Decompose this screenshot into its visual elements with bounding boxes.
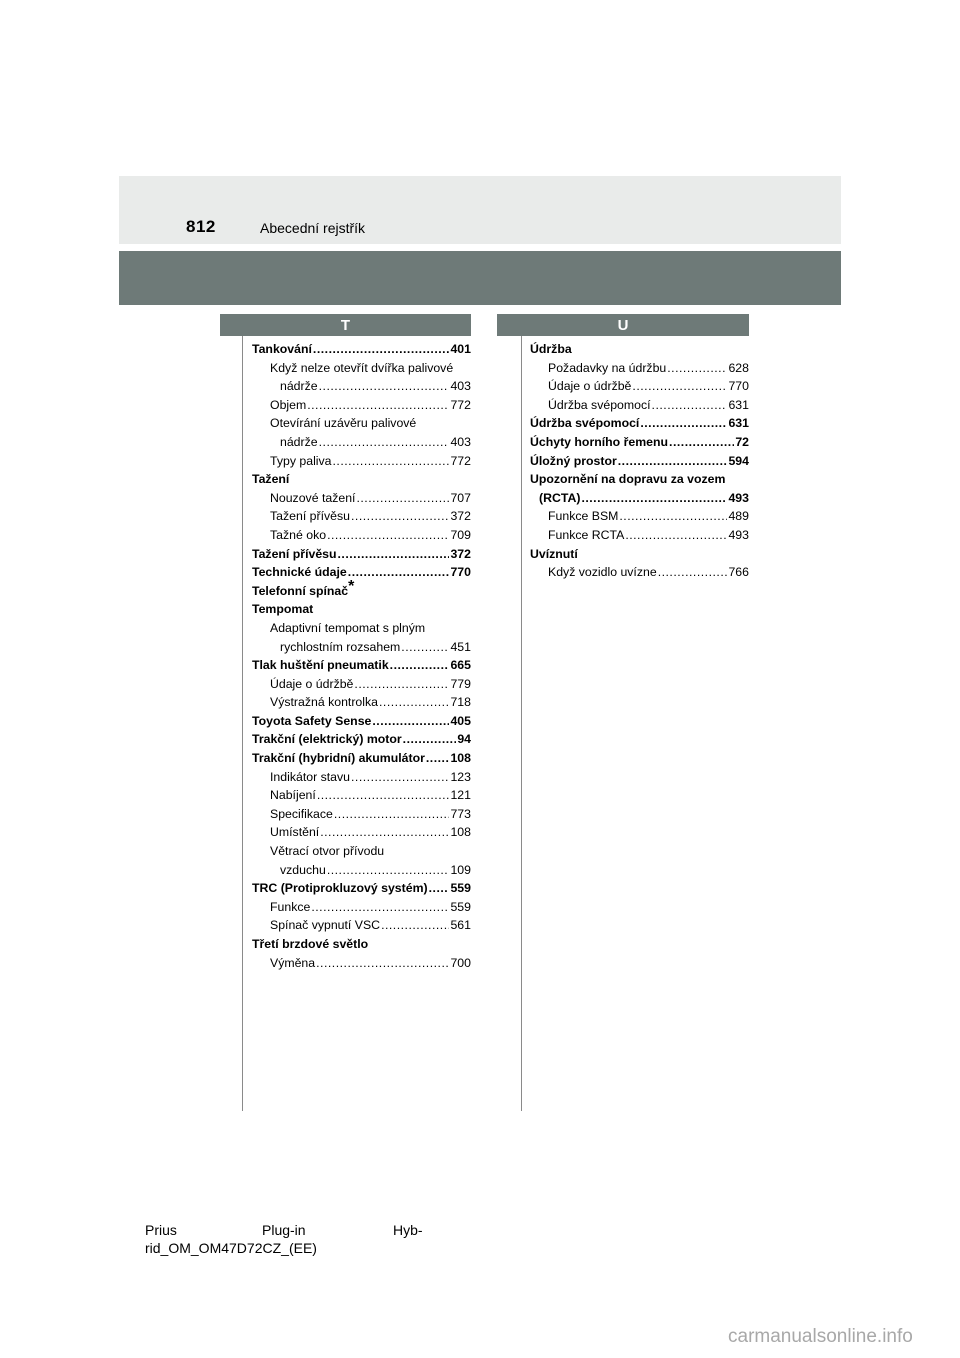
index-entry[interactable]: (RCTA) ..... 493 (530, 489, 749, 508)
watermark: carmanualsonline.info (728, 1326, 913, 1347)
index-subentry[interactable]: Spínač vypnutí VSC ..... 561 (252, 916, 471, 935)
index-subentry[interactable]: nádrže ..... 403 (252, 377, 471, 396)
index-subentry[interactable]: Tažné oko ..... 709 (252, 526, 471, 545)
index-subentry[interactable]: Typy paliva ..... 772 (252, 452, 471, 471)
index-subentry[interactable]: Výměna ..... 700 (252, 954, 471, 973)
index-entry: Údržba (530, 342, 572, 356)
footer-word-prius: Prius (145, 1222, 177, 1238)
index-subentry[interactable]: Tažení přívěsu ..... 372 (252, 507, 471, 526)
index-entry: Uvíznutí (530, 546, 578, 561)
index-subentry[interactable]: Funkce BSM ..... 489 (530, 507, 749, 526)
index-entry[interactable]: Trakční (elektrický) motor ..... 94 (252, 730, 471, 749)
index-entry: Tempomat (252, 602, 314, 617)
index-subentry[interactable]: rychlostním rozsahem ..... 451 (252, 638, 471, 657)
index-subentry[interactable]: Nouzové tažení ..... 707 (252, 489, 471, 508)
index-entry[interactable]: Úchyty horního řemenu ..... 72 (530, 433, 749, 452)
index-subentry[interactable]: Funkce ..... 559 (252, 898, 471, 917)
index-subentry[interactable]: Umístění ..... 108 (252, 823, 471, 842)
index-entry[interactable]: Tlak huštění pneumatik ..... 665 (252, 656, 471, 675)
index-entry: Telefonní spínač* (252, 577, 355, 598)
index-subentry[interactable]: Specifikace ..... 773 (252, 805, 471, 824)
index-subentry[interactable]: Požadavky na údržbu ..... 628 (530, 359, 749, 378)
index-subentry[interactable]: Údaje o údržbě ..... 779 (252, 675, 471, 694)
index-entry[interactable]: TRC (Protiprokluzový systém) ..... 559 (252, 879, 471, 898)
decorative-band (119, 251, 841, 305)
index-entry[interactable]: Technické údaje ..... 770 (252, 563, 471, 582)
index-subentry[interactable]: Nabíjení ..... 121 (252, 786, 471, 805)
index-entry[interactable]: Údržba svépomocí ..... 631 (530, 414, 749, 433)
index-subentry[interactable]: Výstražná kontrolka ..... 718 (252, 693, 471, 712)
index-subentry: Větrací otvor přívodu (270, 844, 385, 859)
index-subentry[interactable]: Údaje o údržbě ..... 770 (530, 377, 749, 396)
index-subentry[interactable]: Když vozidlo uvízne ..... 766 (530, 563, 749, 582)
index-subentry: Když nelze otevřít dvířka palivové (270, 360, 454, 375)
index-entry: Třetí brzdové světlo (252, 937, 369, 951)
header-band (119, 176, 841, 244)
index-column-u (530, 340, 749, 582)
index-subentry[interactable]: Funkce RCTA ..... 493 (530, 526, 749, 545)
index-entry: Upozornění na dopravu za vozem (530, 472, 726, 487)
index-subentry[interactable]: Indikátor stavu ..... 123 (252, 768, 471, 787)
footer-line-2: rid_OM_OM47D72CZ_(EE) (145, 1240, 317, 1256)
index-subentry[interactable]: Objem ..... 772 (252, 396, 471, 415)
index-subentry[interactable]: Údržba svépomocí ..... 631 (530, 396, 749, 415)
page-number: 812 (186, 217, 216, 236)
index-entry[interactable]: Tankování ..... 401 (252, 340, 471, 359)
column-divider-right (521, 336, 522, 1111)
index-subentry[interactable]: vzduchu ..... 109 (252, 861, 471, 880)
index-subentry[interactable]: nádrže ..... 403 (252, 433, 471, 452)
footer-word-plugin: Plug-in (262, 1222, 306, 1238)
index-entry: Tažení (252, 472, 290, 487)
index-entry[interactable]: Tažení přívěsu ..... 372 (252, 545, 471, 564)
asterisk-mark: * (348, 577, 355, 595)
index-entry[interactable]: Úložný prostor ..... 594 (530, 452, 749, 471)
column-divider-left (242, 336, 243, 1111)
footer-word-hybrid: Hyb- (393, 1222, 423, 1238)
letter-heading-t: T (220, 314, 471, 336)
index-entry[interactable]: Trakční (hybridní) akumulátor ..... 108 (252, 749, 471, 768)
letter-heading-u: U (497, 314, 749, 336)
index-entry[interactable]: Toyota Safety Sense ..... 405 (252, 712, 471, 731)
index-subentry: Otevírání uzávěru palivové (270, 416, 417, 431)
index-subentry: Adaptivní tempomat s plným (270, 620, 426, 635)
index-column-t (252, 340, 471, 972)
section-title: Abecední rejstřík (260, 220, 366, 236)
